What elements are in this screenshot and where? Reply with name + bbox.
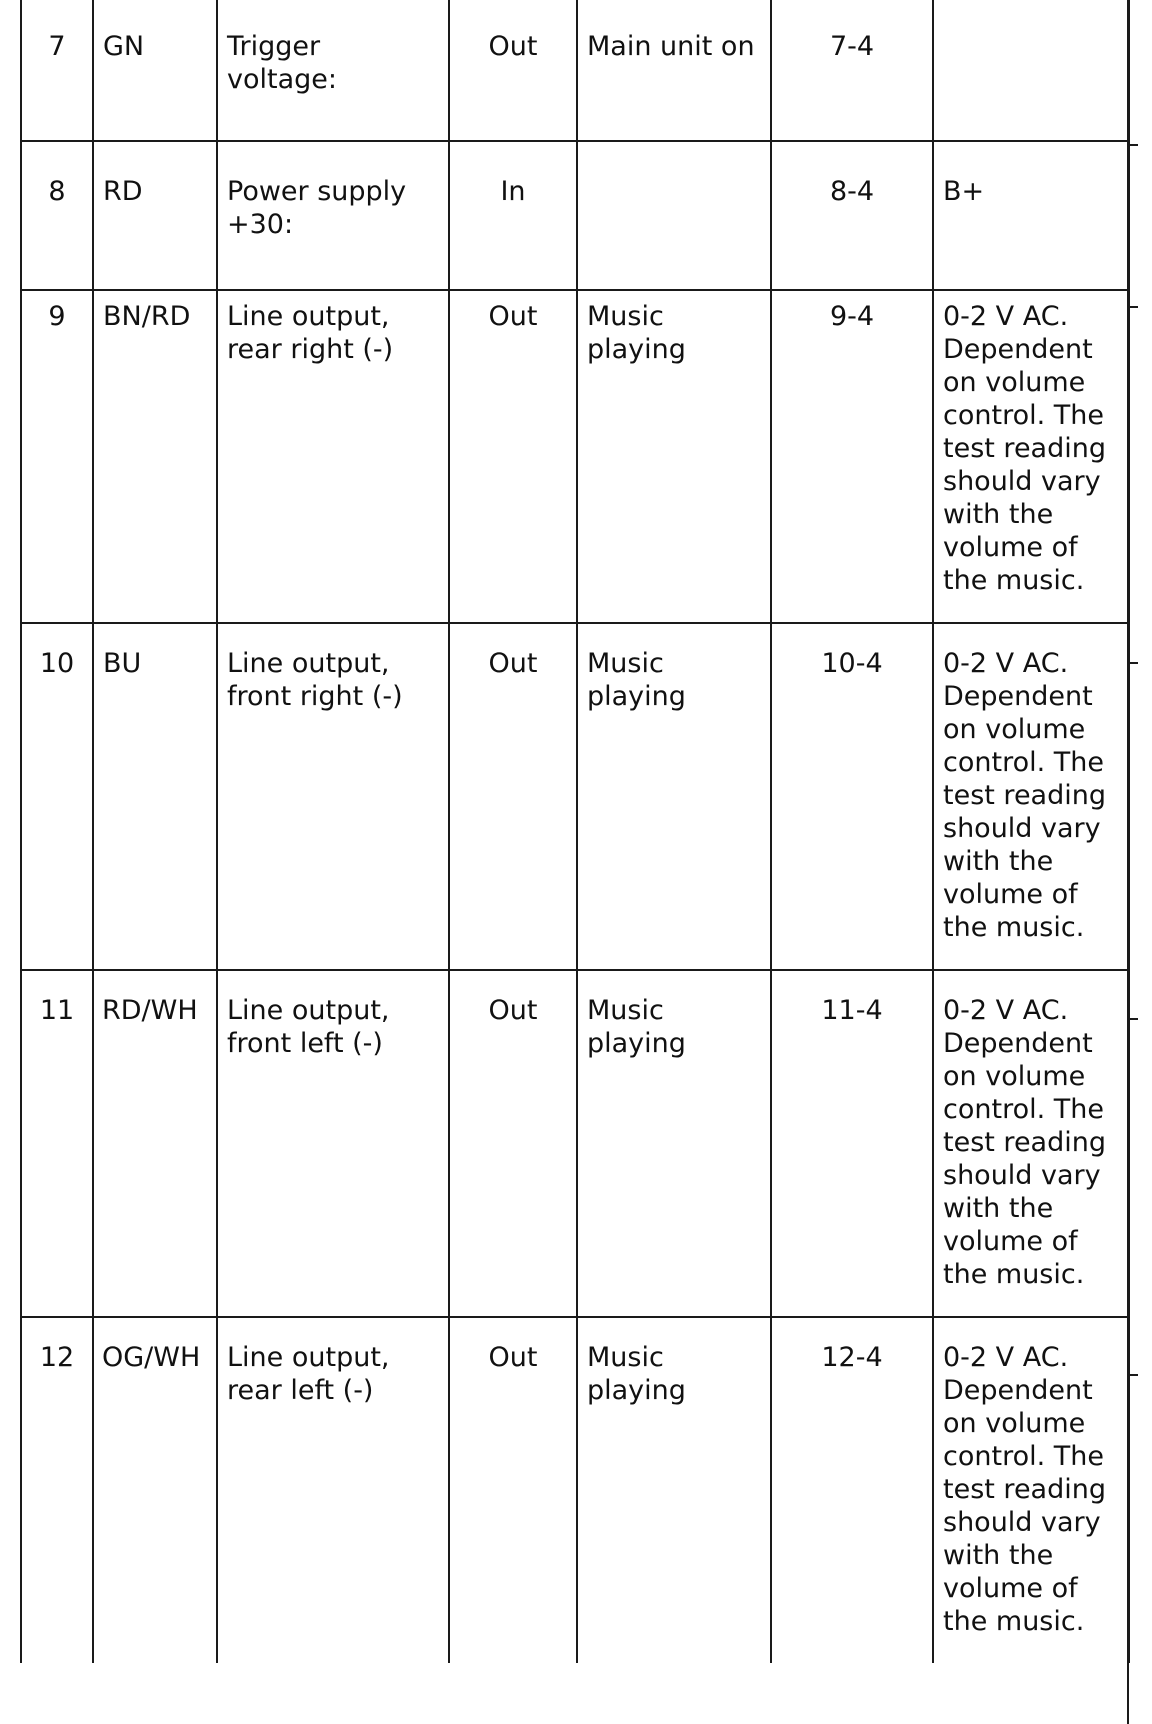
row-tick-mark [1129,662,1138,664]
wire-color-cell: OG/WH [93,1317,217,1663]
note-cell: 0-2 V AC. Dependent on volume control. The test reading should vary with the volume of the music. [933,1317,1129,1663]
row-tick-mark [1129,1018,1138,1020]
direction-cell: Out [449,1317,577,1663]
function-cell: Line output, rear left (-) [217,1317,449,1663]
connector-pinout-page [20,0,1136,1724]
connector-pin-table [20,0,1130,1663]
row-tick-mark [1129,144,1138,146]
pin-number-cell: 11 [21,970,93,1317]
note-cell: 0-2 V AC. Dependent on volume control. The test reading should vary with the volume of the music. [933,970,1129,1317]
condition-cell: Music playing [577,290,771,623]
condition-cell: Music playing [577,1317,771,1663]
function-cell: Power supply +30: [217,141,449,290]
condition-cell [577,141,771,290]
measurement-point-cell: 7-4 [771,0,933,141]
pin-number-cell: 7 [21,0,93,141]
condition-cell: Main unit on [577,0,771,141]
note-cell: B+ [933,141,1129,290]
table-row [21,141,1129,290]
condition-cell: Music playing [577,970,771,1317]
function-cell: Line output, front right (-) [217,623,449,970]
table-row [21,0,1129,141]
page-edge-rule [1127,0,1129,1724]
wire-color-cell: RD [93,141,217,290]
function-cell: Line output, rear right (-) [217,290,449,623]
measurement-point-cell: 8-4 [771,141,933,290]
note-cell: 0-2 V AC. Dependent on volume control. The test reading should vary with the volume of the music. [933,290,1129,623]
direction-cell: Out [449,623,577,970]
direction-cell: Out [449,0,577,141]
direction-cell: Out [449,970,577,1317]
condition-cell: Music playing [577,623,771,970]
wire-color-cell: BU [93,623,217,970]
wire-color-cell: RD/WH [93,970,217,1317]
function-cell: Line output, front left (-) [217,970,449,1317]
pin-number-cell: 8 [21,141,93,290]
pin-number-cell: 12 [21,1317,93,1663]
function-cell: Trigger voltage: [217,0,449,141]
pin-number-cell: 9 [21,290,93,623]
table-row [21,1317,1129,1663]
note-cell: 0-2 V AC. Dependent on volume control. The test reading should vary with the volume of the music. [933,623,1129,970]
table-row [21,623,1129,970]
wire-color-cell: GN [93,0,217,141]
direction-cell: In [449,141,577,290]
measurement-point-cell: 10-4 [771,623,933,970]
measurement-point-cell: 12-4 [771,1317,933,1663]
measurement-point-cell: 11-4 [771,970,933,1317]
wire-color-cell: BN/RD [93,290,217,623]
pin-number-cell: 10 [21,623,93,970]
row-tick-mark [1129,306,1138,308]
row-tick-mark [1129,1374,1138,1376]
table-row [21,290,1129,623]
direction-cell: Out [449,290,577,623]
note-cell [933,0,1129,141]
table-row [21,970,1129,1317]
measurement-point-cell: 9-4 [771,290,933,623]
